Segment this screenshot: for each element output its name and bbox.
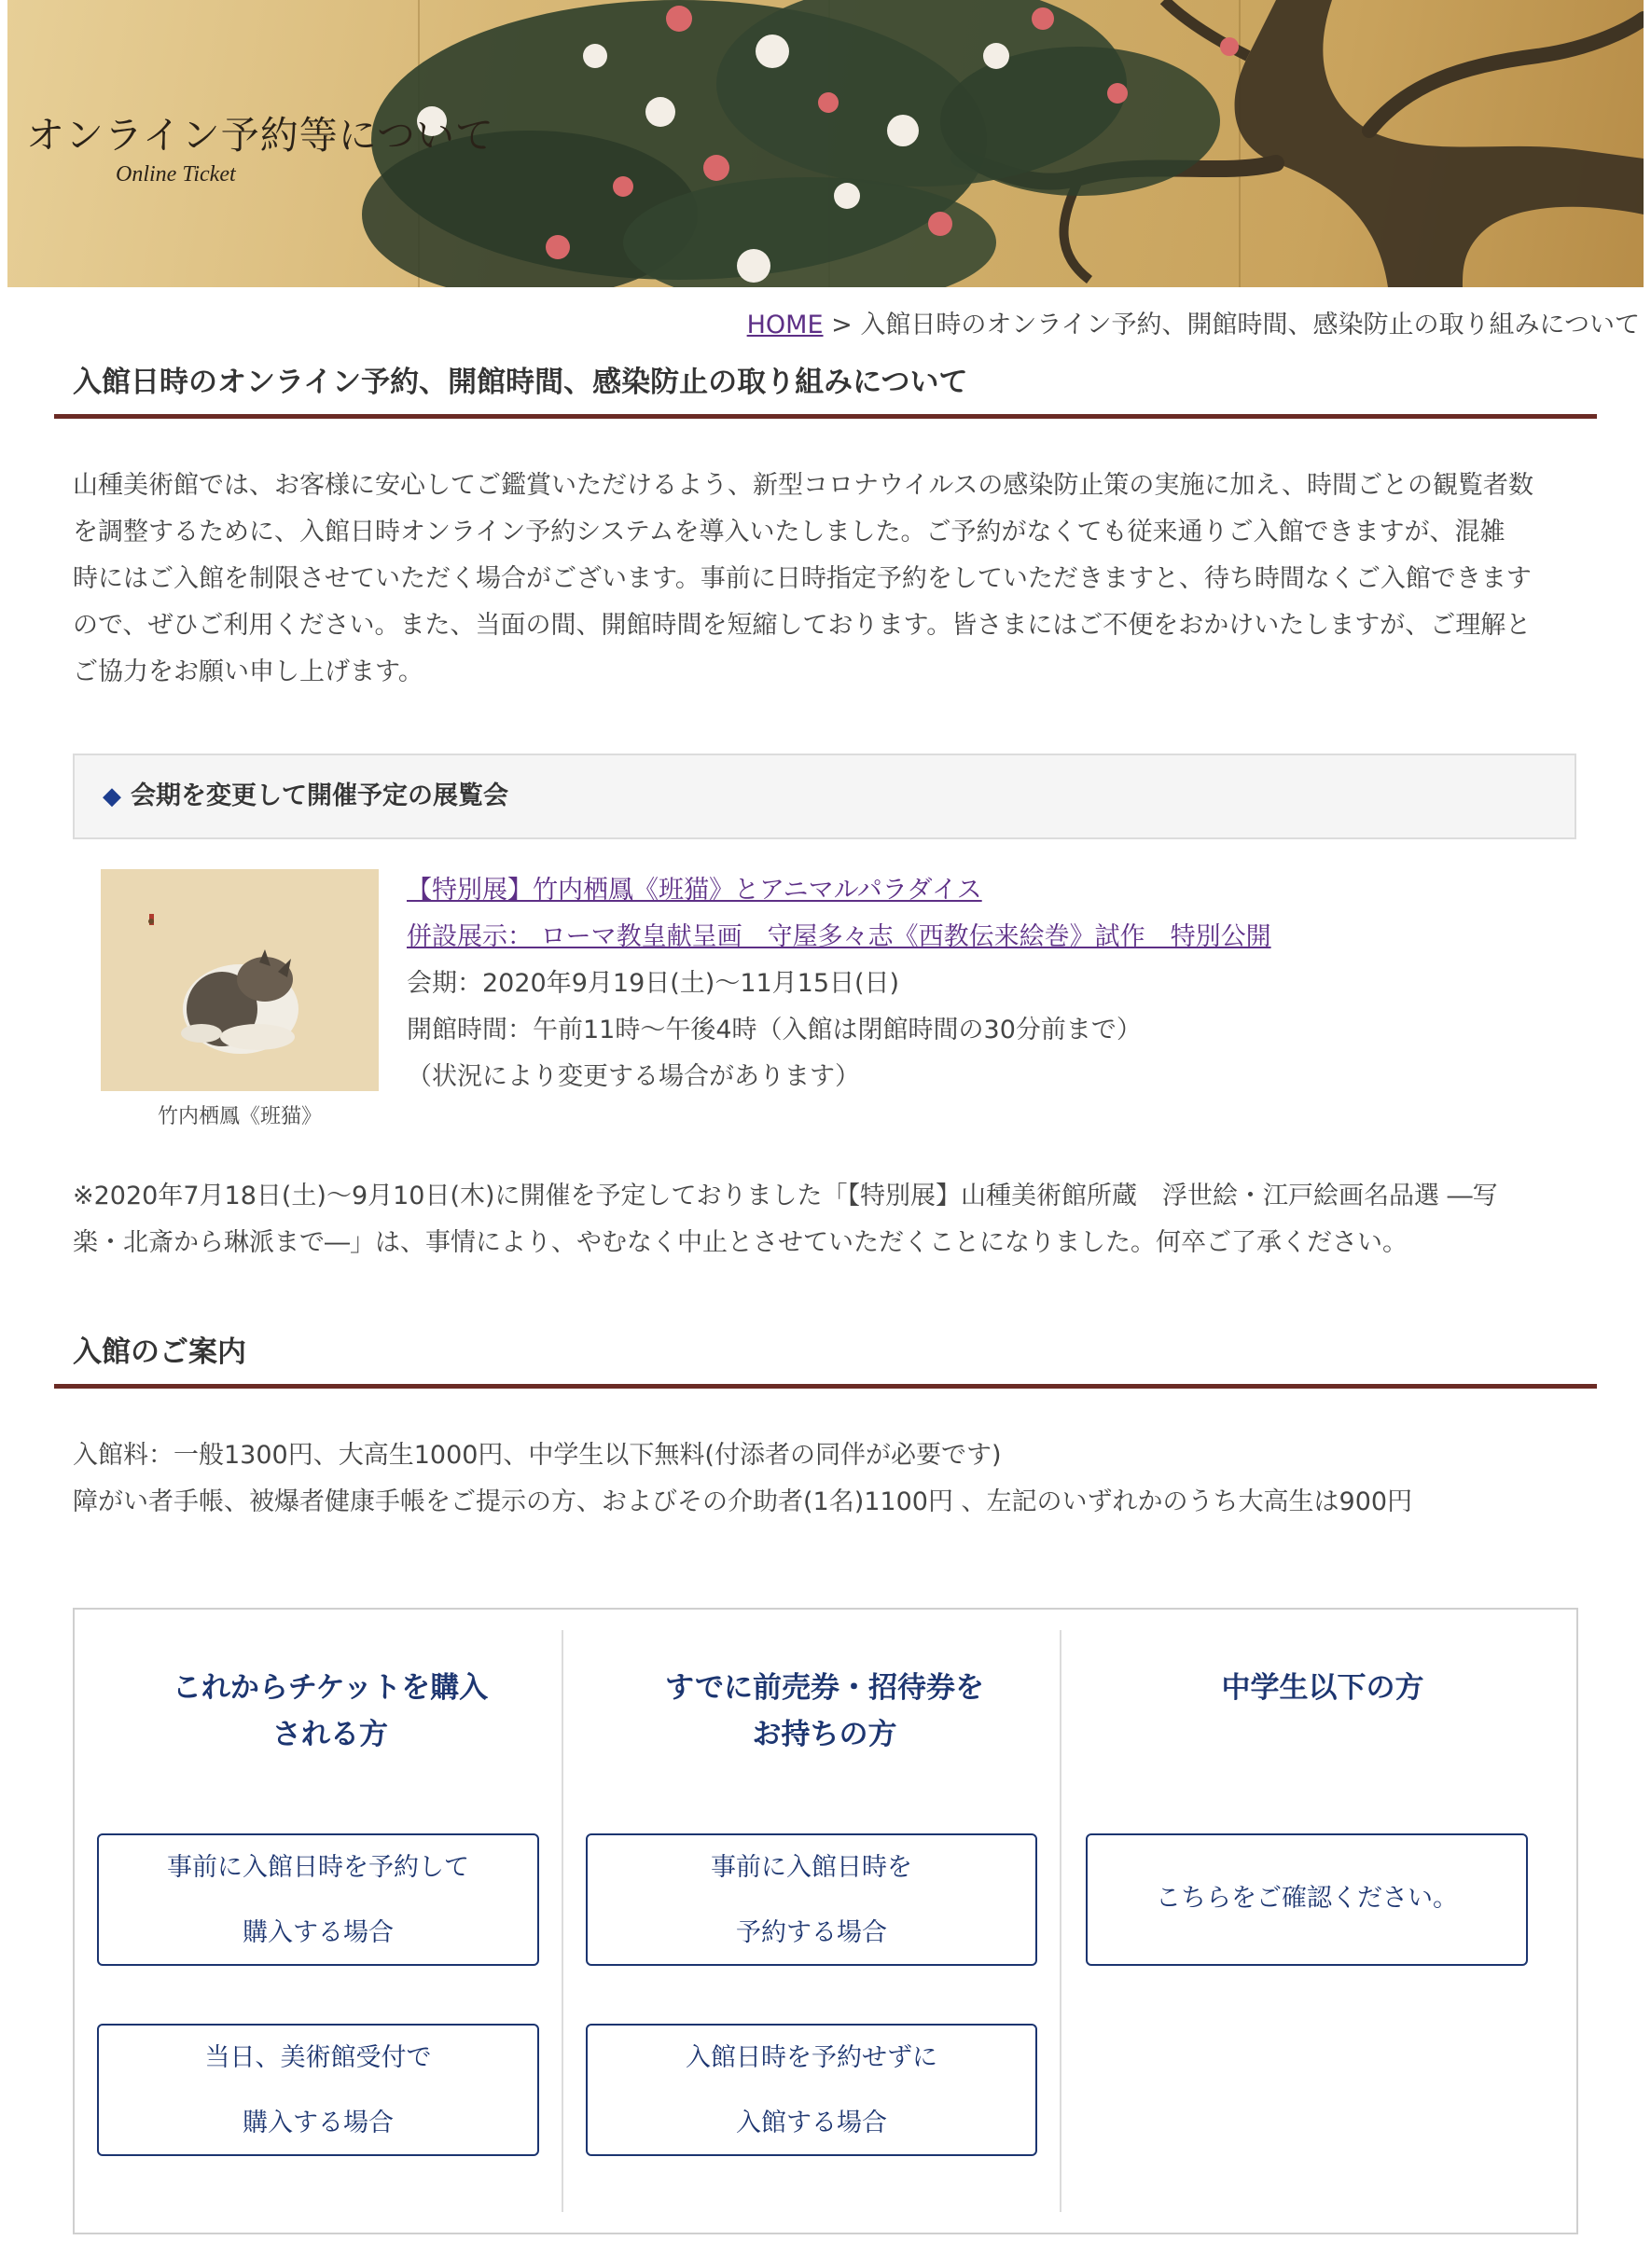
column-heading-line: お持ちの方 bbox=[752, 1718, 897, 1751]
button-label-line: 購入する場合 bbox=[243, 1918, 394, 1947]
exhibition-title-link[interactable]: 【特別展】竹内栖鳳《班猫》とアニマルパラダイス bbox=[407, 876, 982, 905]
exhibition-section-header bbox=[73, 754, 1576, 839]
column-heading-line: これからチケットを購入 bbox=[172, 1671, 489, 1705]
admission-fee-line: 入館料：一般1300円、大高生1000円、中学生以下無料(付添者の同伴が必要です) bbox=[73, 1441, 1002, 1470]
banner-title: オンライン予約等について bbox=[26, 113, 494, 158]
breadcrumb-current: 入館日時のオンライン予約、開館時間、感染防止の取り組みについて bbox=[860, 311, 1640, 339]
diamond-bullet-icon: ◆ bbox=[103, 782, 121, 810]
breadcrumb-separator: > bbox=[823, 311, 861, 339]
intro-line: 時にはご入館を制限させていただく場合がございます。事前に日時指定予約をしていただきますと、待ち時間なくご入館できます bbox=[73, 564, 1532, 593]
intro-paragraph bbox=[73, 463, 1584, 696]
exhibition-note: （状況により変更する場合があります） bbox=[407, 1062, 860, 1091]
cancellation-line: ※2020年7月18日(土)〜9月10日(木)に開催を予定しておりました「【特別展】山種美術館所蔵 浮世絵・江戸絵画名品選 ―写 bbox=[73, 1182, 1498, 1210]
thumbnail-caption: 竹内栖鳳《班猫》 bbox=[157, 1105, 322, 1128]
reserve-and-purchase-button[interactable] bbox=[97, 1833, 539, 1966]
button-label-line: 入館する場合 bbox=[736, 2109, 887, 2137]
reserve-visit-date-button[interactable] bbox=[586, 1833, 1037, 1966]
exhibition-thumbnail[interactable] bbox=[101, 869, 379, 1091]
button-label-line: 予約する場合 bbox=[736, 1918, 887, 1947]
column-heading-junior-high bbox=[1086, 1665, 1560, 1711]
button-label-line: 事前に入館日時を bbox=[711, 1853, 912, 1882]
exhibition-sub-link[interactable]: 併設展示： ローマ教皇献呈画 守屋多々志《西教伝来絵巻》試作 特別公開 bbox=[407, 922, 1271, 951]
exhibition-section-title: 会期を変更して開催予定の展覧会 bbox=[131, 781, 508, 810]
button-label-line: 事前に入館日時を予約して bbox=[167, 1853, 469, 1882]
enter-without-reservation-button[interactable] bbox=[586, 2024, 1037, 2156]
intro-line: ご協力をお願い申し上げます。 bbox=[73, 657, 423, 686]
admission-heading: 入館のご案内 bbox=[73, 1335, 246, 1369]
banner-subtitle: Online Ticket bbox=[116, 162, 236, 187]
admission-divider bbox=[54, 1384, 1597, 1389]
column-heading-line: すでに前売券・招待券を bbox=[665, 1671, 984, 1705]
page-title: 入館日時のオンライン予約、開館時間、感染防止の取り組みについて bbox=[73, 366, 968, 399]
admission-discount-line: 障がい者手帳、被爆者健康手帳をご提示の方、およびその介助者(1名)1100円 、左記のいずれかのうち大高生は900円 bbox=[73, 1487, 1413, 1516]
button-label: こちらをご確認ください。 bbox=[1156, 1884, 1458, 1913]
breadcrumb-home-link[interactable]: HOME bbox=[746, 311, 824, 339]
exhibition-hours: 開館時間：午前11時〜午後4時（入館は閉館時間の30分前まで） bbox=[407, 1016, 1142, 1044]
purchase-at-counter-button[interactable] bbox=[97, 2024, 539, 2156]
admission-fees bbox=[73, 1432, 1621, 1526]
cat-painting-image bbox=[101, 869, 379, 1091]
intro-line: ので、ぜひご利用ください。また、当面の間、開館時間を短縮しております。皆さまにはご不便をおかけいたしますが、ご理解と bbox=[73, 611, 1532, 640]
heading-divider bbox=[54, 414, 1597, 419]
intro-line: を調整するために、入館日時オンライン予約システムを導入いたしました。ご予約がなくても従来通りご入館できますが、混雑 bbox=[73, 518, 1505, 546]
column-heading-ticket-holders bbox=[586, 1665, 1063, 1758]
column-heading-line: される方 bbox=[272, 1718, 388, 1751]
header-banner bbox=[7, 0, 1644, 287]
column-heading-purchase bbox=[97, 1665, 563, 1758]
intro-line: 山種美術館では、お客様に安心してご鑑賞いただけるよう、新型コロナウイルスの感染防止策の実施に加え、時間ごとの観覧者数 bbox=[73, 471, 1533, 500]
cancellation-line: 楽・北斎から琳派まで―」は、事情により、やむなく中止とさせていただくことになりました。何卒ご了承ください。 bbox=[73, 1228, 1408, 1257]
button-label-line: 当日、美術館受付で bbox=[204, 2043, 432, 2072]
check-here-button[interactable] bbox=[1086, 1833, 1528, 1966]
button-label-line: 入館日時を予約せずに bbox=[686, 2043, 937, 2072]
exhibition-details bbox=[407, 867, 1271, 1100]
cancellation-note bbox=[73, 1173, 1602, 1266]
breadcrumb bbox=[747, 304, 1640, 340]
exhibition-period: 会期：2020年9月19日(土)〜11月15日(日) bbox=[407, 969, 900, 998]
column-heading-line: 中学生以下の方 bbox=[1221, 1671, 1424, 1705]
button-label-line: 購入する場合 bbox=[243, 2109, 394, 2137]
